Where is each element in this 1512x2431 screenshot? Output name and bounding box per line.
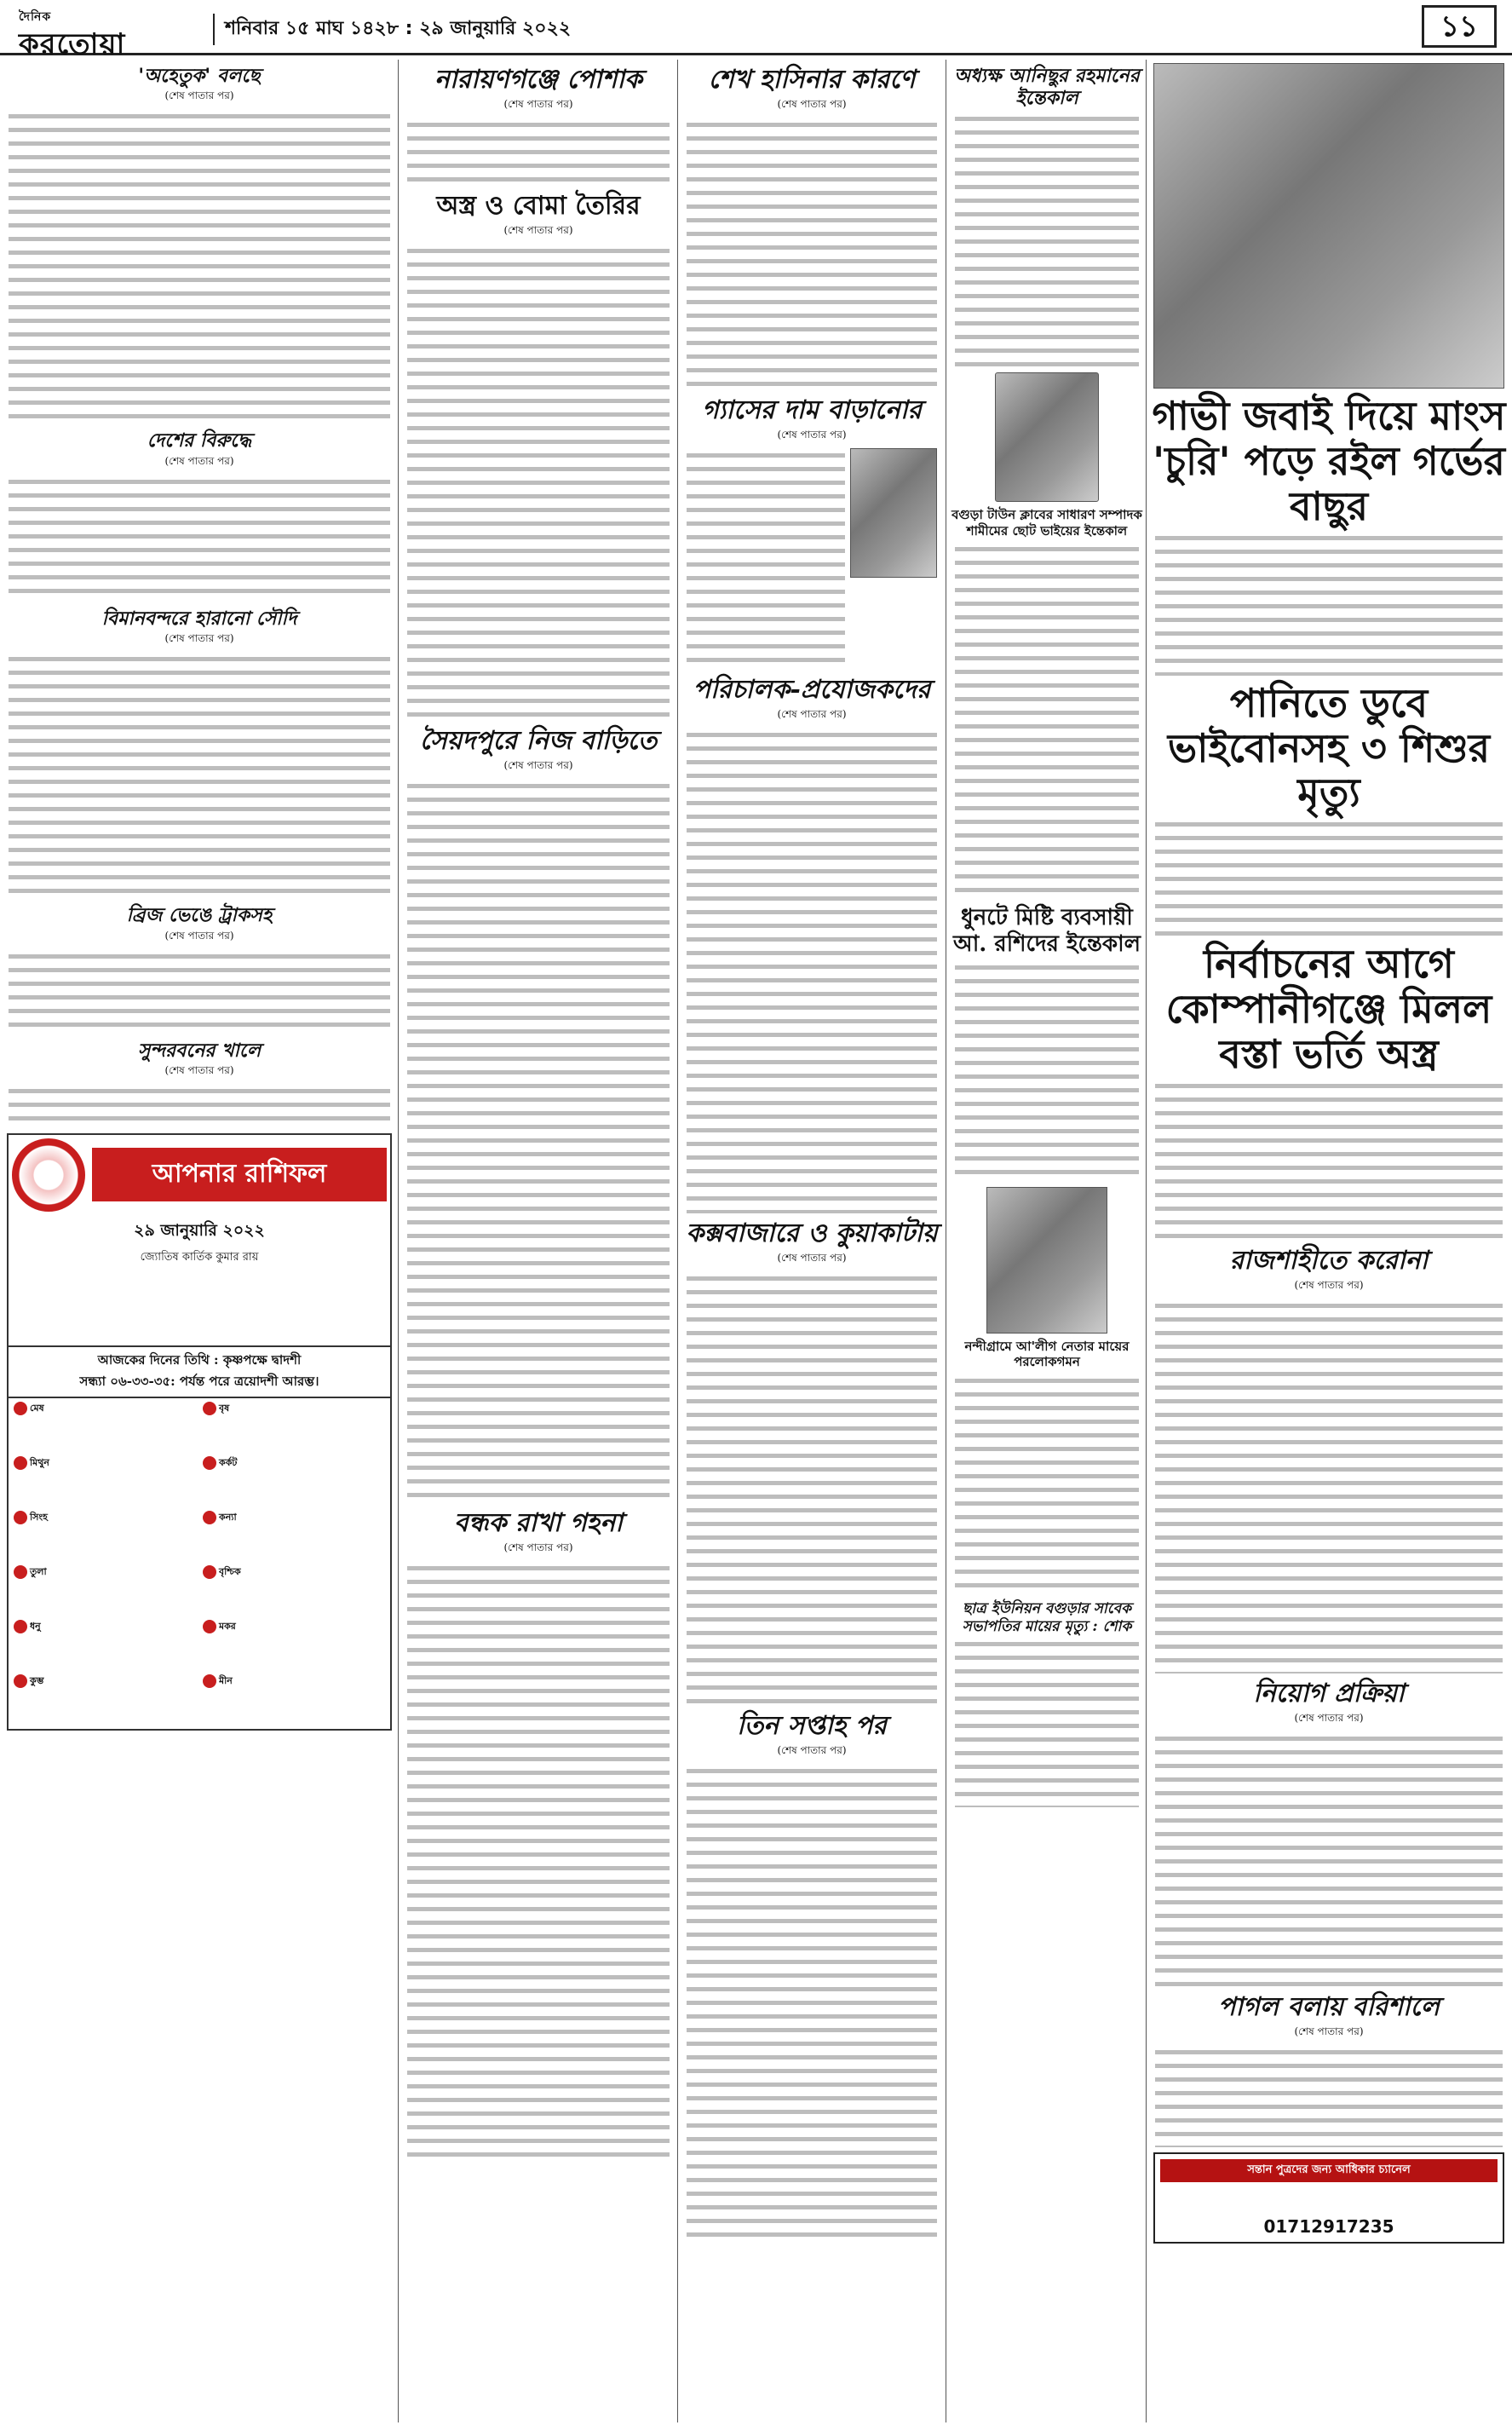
zodiac-sign-name: তুলা xyxy=(30,1565,47,1577)
article-body xyxy=(9,109,390,424)
continued-label: (শেষ পাতার পর) xyxy=(503,224,573,236)
zodiac-entry xyxy=(203,1511,385,1562)
article-body xyxy=(687,118,937,390)
article-body xyxy=(407,1561,670,2157)
headline: পরিচালক-প্রযোজকদের xyxy=(693,675,931,705)
zodiac-sign-icon xyxy=(203,1565,216,1579)
headline: কক্সবাজারে ও কুয়াকাটায় xyxy=(686,1218,938,1248)
article-body xyxy=(1155,1731,1503,1987)
zodiac-entry xyxy=(14,1565,196,1616)
ad-phone: 01712917235 xyxy=(1263,2216,1394,2238)
zodiac-grid xyxy=(9,1398,390,1729)
article-body xyxy=(687,1764,937,2241)
column-rule xyxy=(398,60,399,2422)
article-body xyxy=(1155,1299,1503,1673)
zodiac-sign-icon xyxy=(203,1456,216,1470)
horoscope-date: ২৯ জানুয়ারি ২০২২ xyxy=(134,1220,265,1240)
zodiac-sign-icon xyxy=(14,1565,27,1579)
article-body xyxy=(955,542,1139,900)
zodiac-sign-icon xyxy=(203,1511,216,1524)
headline: ব্রিজ ভেঙে ট্রাকসহ xyxy=(126,904,273,927)
article-body xyxy=(407,118,670,186)
zodiac-sign-icon xyxy=(14,1402,27,1415)
zodiac-sign-name: ধনু xyxy=(30,1620,41,1632)
photo-caption: বগুড়া টাউন ক্লাবের সাধারণ সম্পাদক শামীমের ছোট ভাইয়ের ইন্তেকাল xyxy=(951,506,1142,539)
headline: রাজশাহীতে করোনা xyxy=(1229,1246,1429,1276)
dateline: শনিবার ১৫ মাঘ ১৪২৮ : ২৯ জানুয়ারি ২০২২ xyxy=(213,14,571,45)
zodiac-text xyxy=(14,1688,196,1725)
headline: শেখ হাসিনার কারণে xyxy=(708,65,916,95)
article-body xyxy=(955,1637,1139,1807)
article-body xyxy=(9,1084,390,1126)
zodiac-sign-name: মিথুন xyxy=(30,1456,49,1468)
ad-title: সন্তান পুত্রদের জন্য আধিকার চ্যানেল xyxy=(1160,2159,1498,2182)
article-body xyxy=(9,652,390,899)
zodiac-entry xyxy=(203,1620,385,1671)
zodiac-sign-name: কুম্ভ xyxy=(30,1674,44,1686)
zodiac-text xyxy=(203,1633,385,1671)
zodiac-text xyxy=(203,1470,385,1507)
zodiac-text xyxy=(203,1579,385,1616)
article-body xyxy=(1155,2045,1503,2147)
article-body xyxy=(687,1271,937,1706)
continued-label: (শেষ পাতার পর) xyxy=(777,1252,847,1264)
zodiac-wheel-icon xyxy=(12,1138,85,1212)
headline: তিন সপ্তাহ পর xyxy=(737,1711,887,1741)
ad-body xyxy=(1160,2182,1498,2216)
zodiac-text xyxy=(203,1524,385,1562)
horoscope-intro xyxy=(9,1269,390,1345)
continued-label: (শেষ পাতার পর) xyxy=(164,632,234,645)
continued-label: (শেষ পাতার পর) xyxy=(777,98,847,110)
headline: ছাত্র ইউনিয়ন বগুড়ার সাবেক সভাপতির মায়ের মৃত্যু : শোক xyxy=(962,1600,1132,1635)
column-rule xyxy=(677,60,678,2422)
zodiac-text xyxy=(14,1579,196,1616)
headline: সুন্দরবনের খালে xyxy=(137,1039,262,1062)
column-4 xyxy=(950,60,1144,2422)
zodiac-entry xyxy=(203,1565,385,1616)
article-body xyxy=(955,112,1139,367)
headline: পানিতে ডুবে ভাইবোনসহ ৩ শিশুর মৃত্যু xyxy=(1167,679,1491,816)
article-body xyxy=(687,448,845,670)
article-body xyxy=(9,475,390,602)
column-rule xyxy=(1146,60,1147,2422)
zodiac-sign-icon xyxy=(14,1456,27,1470)
zodiac-sign-icon xyxy=(14,1511,27,1524)
headline: গ্যাসের দাম বাড়ানোর xyxy=(701,395,923,425)
logo-prefix: দৈনিক xyxy=(19,10,52,24)
continued-label: (শেষ পাতার পর) xyxy=(1294,1279,1364,1292)
portrait-photo xyxy=(995,372,1099,502)
zodiac-sign-name: মকর xyxy=(219,1620,236,1632)
headline: সৈয়দপুরে নিজ বাড়িতে xyxy=(419,726,658,756)
tithi-line: আজকের দিনের তিথি : কৃষ্ণপক্ষে দ্বাদশী xyxy=(97,1351,302,1368)
continued-label: (শেষ পাতার পর) xyxy=(1294,1712,1364,1725)
zodiac-entry xyxy=(203,1674,385,1725)
article-body xyxy=(407,779,670,1503)
logo-text: করতোয়া xyxy=(19,27,126,61)
article-body xyxy=(687,728,937,1213)
column-3 xyxy=(681,60,942,2422)
headline: বন্ধক রাখা গহনা xyxy=(454,1508,623,1538)
zodiac-text xyxy=(14,1524,196,1562)
portrait-photo xyxy=(850,448,937,578)
zodiac-entry xyxy=(203,1456,385,1507)
zodiac-entry xyxy=(14,1402,196,1453)
zodiac-text xyxy=(203,1415,385,1453)
zodiac-entry xyxy=(14,1511,196,1562)
tithi-info xyxy=(9,1345,390,1398)
zodiac-entry xyxy=(14,1456,196,1507)
zodiac-text xyxy=(203,1688,385,1725)
headline: গাভী জবাই দিয়ে মাংস 'চুরি' পড়ে রইল গর্ভের বাছুর xyxy=(1152,393,1506,529)
zodiac-sign-icon xyxy=(203,1674,216,1688)
zodiac-text xyxy=(14,1633,196,1671)
headline: ধুনটে মিষ্টি ব্যবসায়ী আ. রশিদের ইন্তেকাল xyxy=(952,905,1141,958)
zodiac-sign-name: কন্যা xyxy=(219,1511,237,1523)
continued-label: (শেষ পাতার পর) xyxy=(164,454,234,467)
zodiac-sign-name: মেষ xyxy=(30,1402,44,1414)
zodiac-entry xyxy=(14,1674,196,1725)
continued-label: (শেষ পাতার পর) xyxy=(164,929,234,942)
headline: নির্বাচনের আগে কোম্পানীগঞ্জে মিলল বস্তা ভর্তি অস্ত্র xyxy=(1165,941,1492,1078)
continued-label: (শেষ পাতার পর) xyxy=(164,89,234,102)
headline: বিমানবন্দরে হারানো সৌদি xyxy=(101,607,297,630)
continued-label: (শেষ পাতার পর) xyxy=(503,1541,573,1553)
zodiac-sign-icon xyxy=(14,1620,27,1633)
photo-caption: নন্দীগ্রামে আ'লীগ নেতার মায়ের পরলোকগমন xyxy=(964,1338,1130,1370)
advertisement xyxy=(1153,2152,1504,2244)
article-body xyxy=(1155,817,1503,936)
column-1 xyxy=(3,60,395,2422)
continued-label: (শেষ পাতার পর) xyxy=(503,98,573,110)
article-body xyxy=(1155,1079,1503,1241)
zodiac-sign-icon xyxy=(14,1674,27,1688)
zodiac-sign-name: বৃশ্চিক xyxy=(219,1565,241,1577)
zodiac-entry xyxy=(14,1620,196,1671)
continued-label: (শেষ পাতার পর) xyxy=(777,1744,847,1756)
portrait-photo xyxy=(986,1187,1107,1334)
article-body xyxy=(955,960,1139,1182)
zodiac-sign-icon xyxy=(203,1620,216,1633)
horoscope-author: জ্যোতিষ কার্তিক কুমার রায় xyxy=(140,1250,259,1264)
continued-label: (শেষ পাতার পর) xyxy=(503,759,573,771)
zodiac-sign-icon xyxy=(203,1402,216,1415)
horoscope-box xyxy=(7,1133,392,1731)
news-photo xyxy=(1153,63,1504,389)
headline: দেশের বিরুদ্ধে xyxy=(147,429,252,452)
tithi-line: সন্ধ্যা ০৬-৩৩-৩৫: পর্যন্ত পরে ত্রয়োদশী আরম্ভ। xyxy=(79,1373,319,1389)
continued-label: (শেষ পাতার পর) xyxy=(1294,2025,1364,2038)
headline: অস্ত্র ও বোমা তৈরির xyxy=(436,191,641,221)
page-number: ১১ xyxy=(1422,5,1497,48)
zodiac-sign-name: সিংহ xyxy=(30,1511,48,1523)
headline: নারায়ণগঞ্জে পোশাক xyxy=(434,65,643,95)
column-2 xyxy=(402,60,675,2422)
headline: অধ্যক্ষ আনিছুর রহমানের ইন্তেকাল xyxy=(954,65,1140,110)
article-body xyxy=(955,1374,1139,1595)
zodiac-entry xyxy=(203,1402,385,1453)
continued-label: (শেষ পাতার পর) xyxy=(164,1063,234,1076)
headline: পাগল বলায় বরিশালে xyxy=(1217,1992,1440,2023)
headline: নিয়োগ প্রক্রিয়া xyxy=(1253,1679,1405,1709)
masthead xyxy=(0,0,1512,61)
zodiac-sign-name: বৃষ xyxy=(219,1402,230,1414)
article-body xyxy=(407,244,670,721)
continued-label: (শেষ পাতার পর) xyxy=(777,708,847,720)
zodiac-text xyxy=(14,1470,196,1507)
column-5 xyxy=(1150,60,1508,2422)
zodiac-sign-name: কর্কট xyxy=(219,1456,238,1468)
continued-label: (শেষ পাতার পর) xyxy=(777,429,847,441)
horoscope-title: আপনার রাশিফল xyxy=(92,1148,387,1201)
article-body xyxy=(9,949,390,1034)
zodiac-text xyxy=(14,1415,196,1453)
article-body xyxy=(1155,531,1503,676)
zodiac-sign-name: মীন xyxy=(219,1674,233,1686)
headline: 'অহেতুক' বলছে xyxy=(138,65,261,87)
